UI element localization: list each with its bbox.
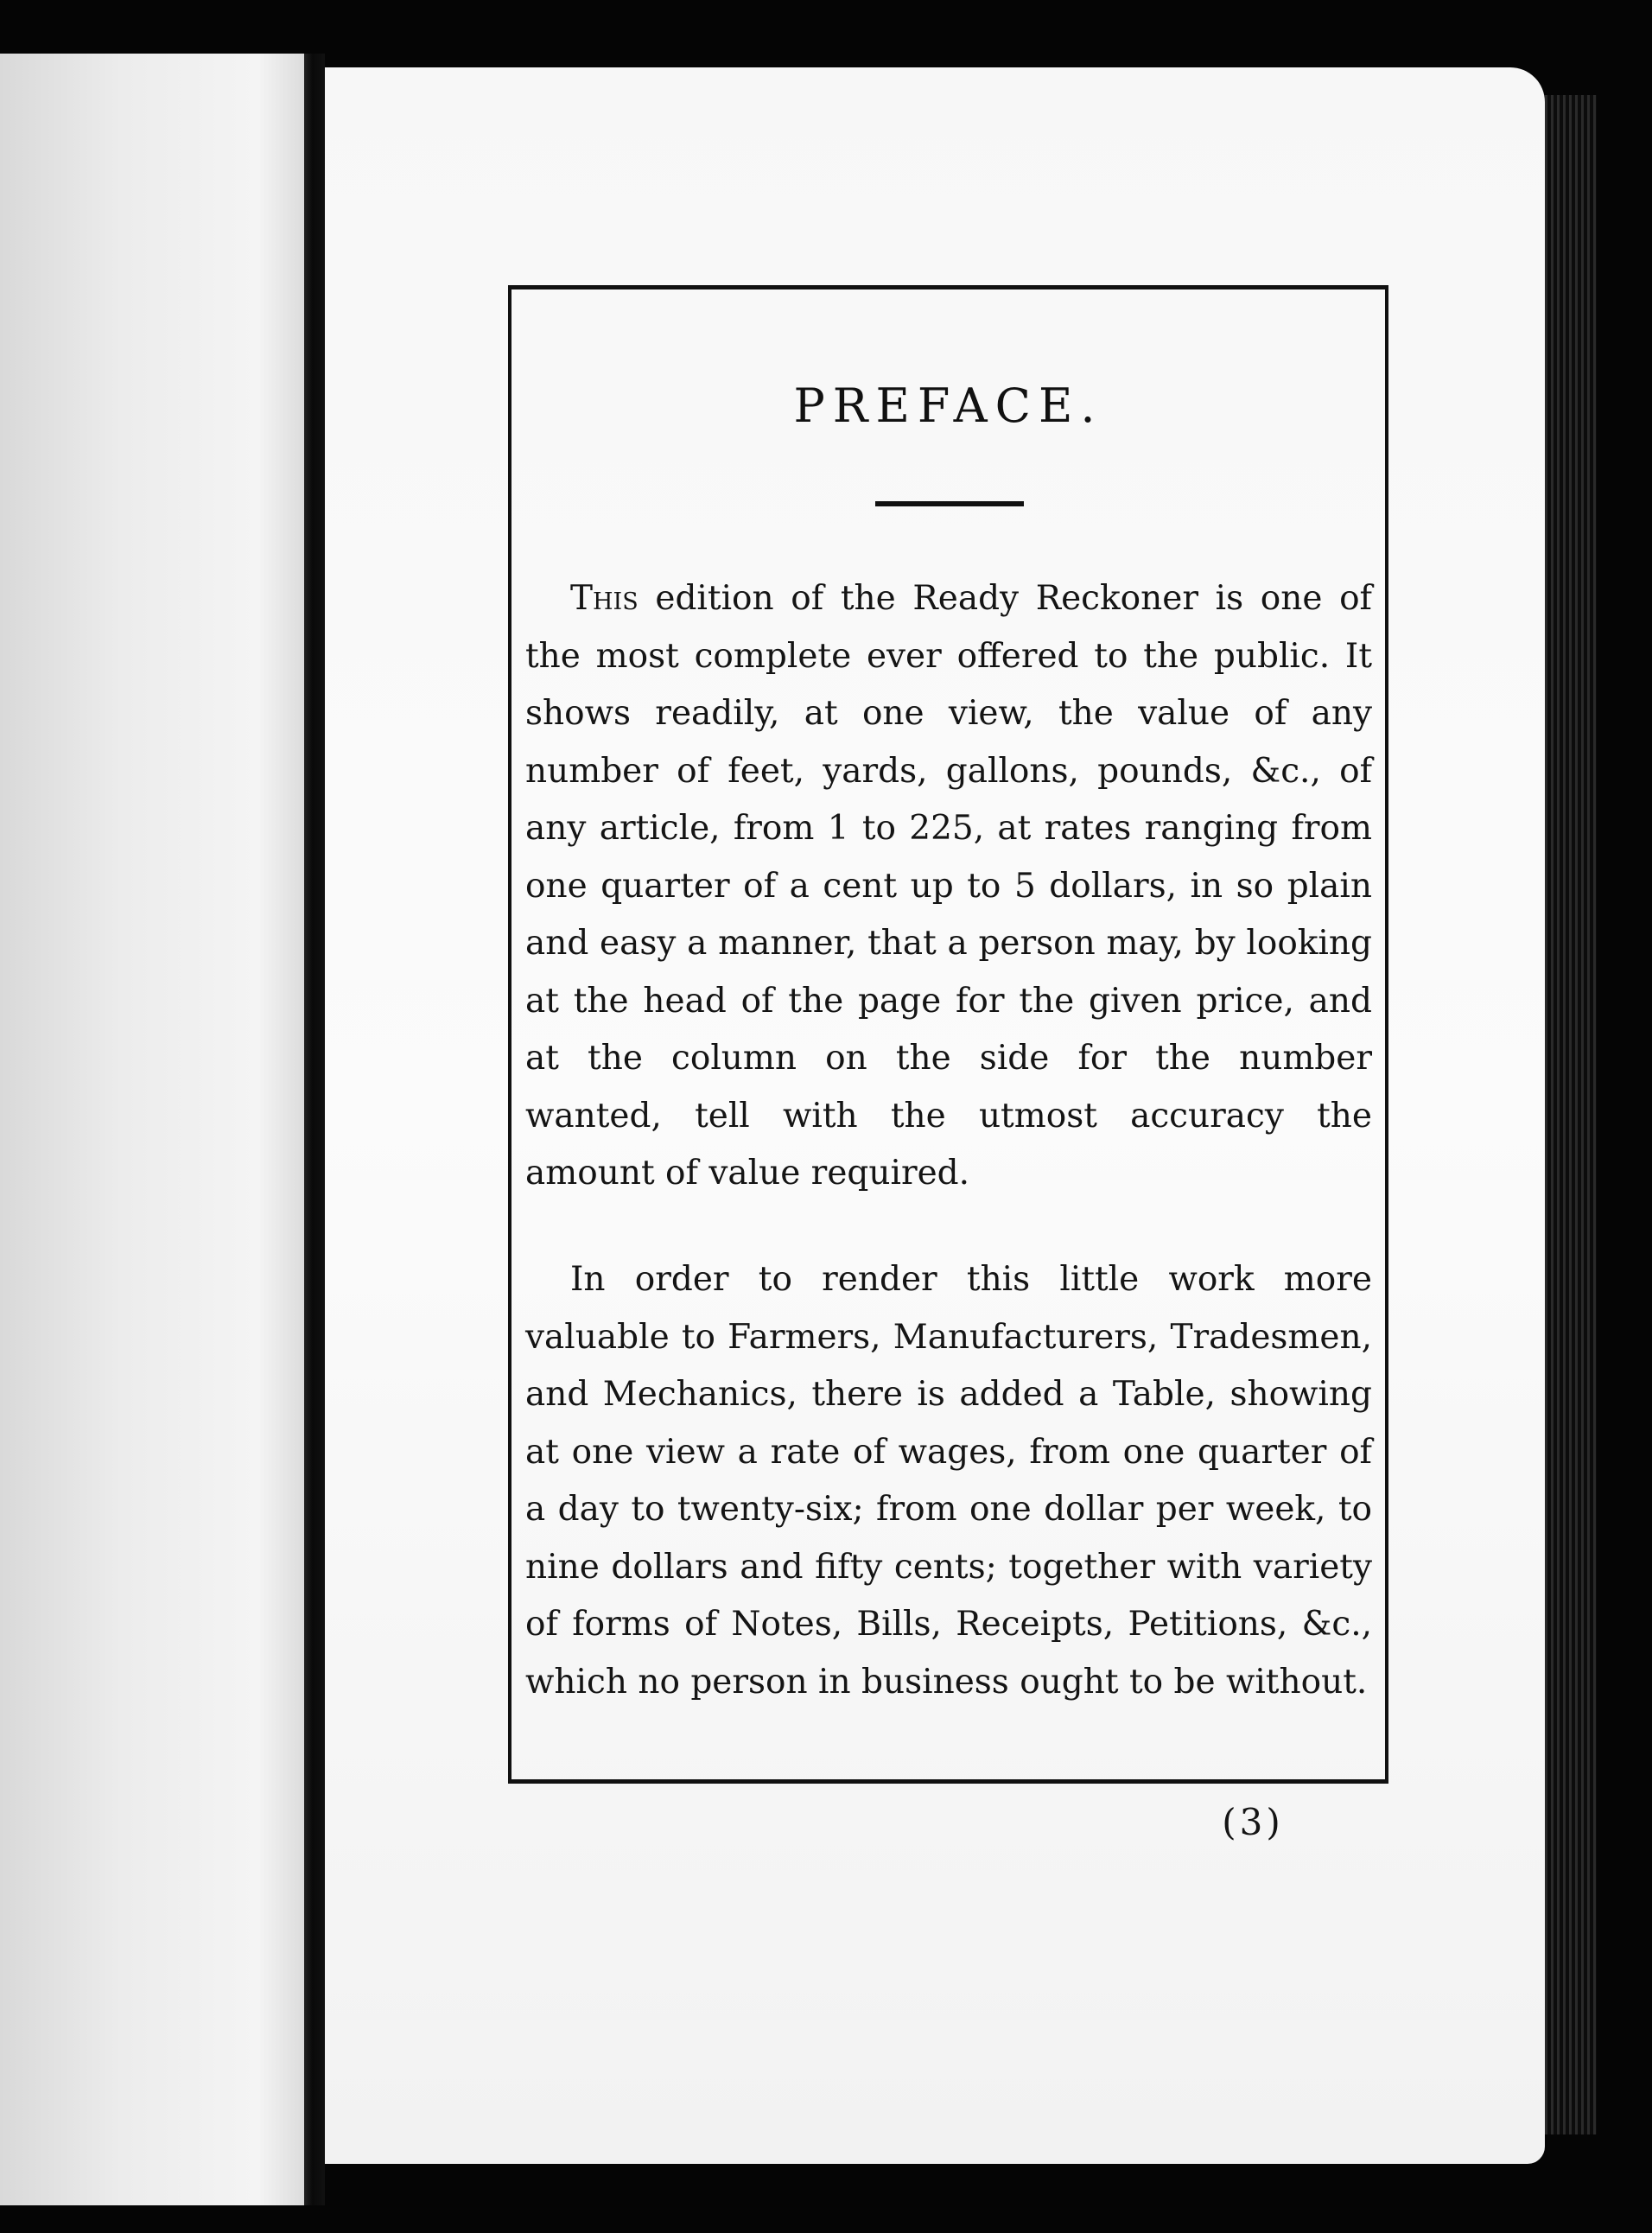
preface-paragraph-1 xyxy=(525,570,1372,1203)
page-edges xyxy=(1545,95,1597,2134)
paragraph-1-text: edition of the Ready Reckoner is one of the most complete ever offered to the public. It shows readily, at one view, the value of any number of feet, yards, gallons, pounds, &c., of any article, from 1 to 225, at rates ranging from one quarter of a cent up to 5 dollars, in so plain and easy a manner, that a person may, by looking at the head of the page for the given price, and at the column on the side for the number wanted, tell with the utmost accuracy the amount of value required. xyxy=(525,579,1372,1193)
page-heading: PREFACE. xyxy=(793,379,1103,433)
book-gutter xyxy=(304,54,325,2205)
heading-rule xyxy=(875,501,1024,506)
facing-page-left xyxy=(0,54,304,2205)
paragraph-lead-word: This xyxy=(570,579,639,618)
page-number: (3) xyxy=(1222,1801,1284,1843)
preface-paragraph-2: In order to render this little work more valuable to Farmers, Manufacturers, Tradesmen, and Mechanics, there is added a Table, showing at one view a rate of wages, from one quarter of a day to twenty-six; from one dollar per week, to nine dollars and fifty cents; together with variety of forms of Notes, Bills, Receipts, Petitions, &c., which no person in business ought to be without. xyxy=(525,1260,1372,1702)
